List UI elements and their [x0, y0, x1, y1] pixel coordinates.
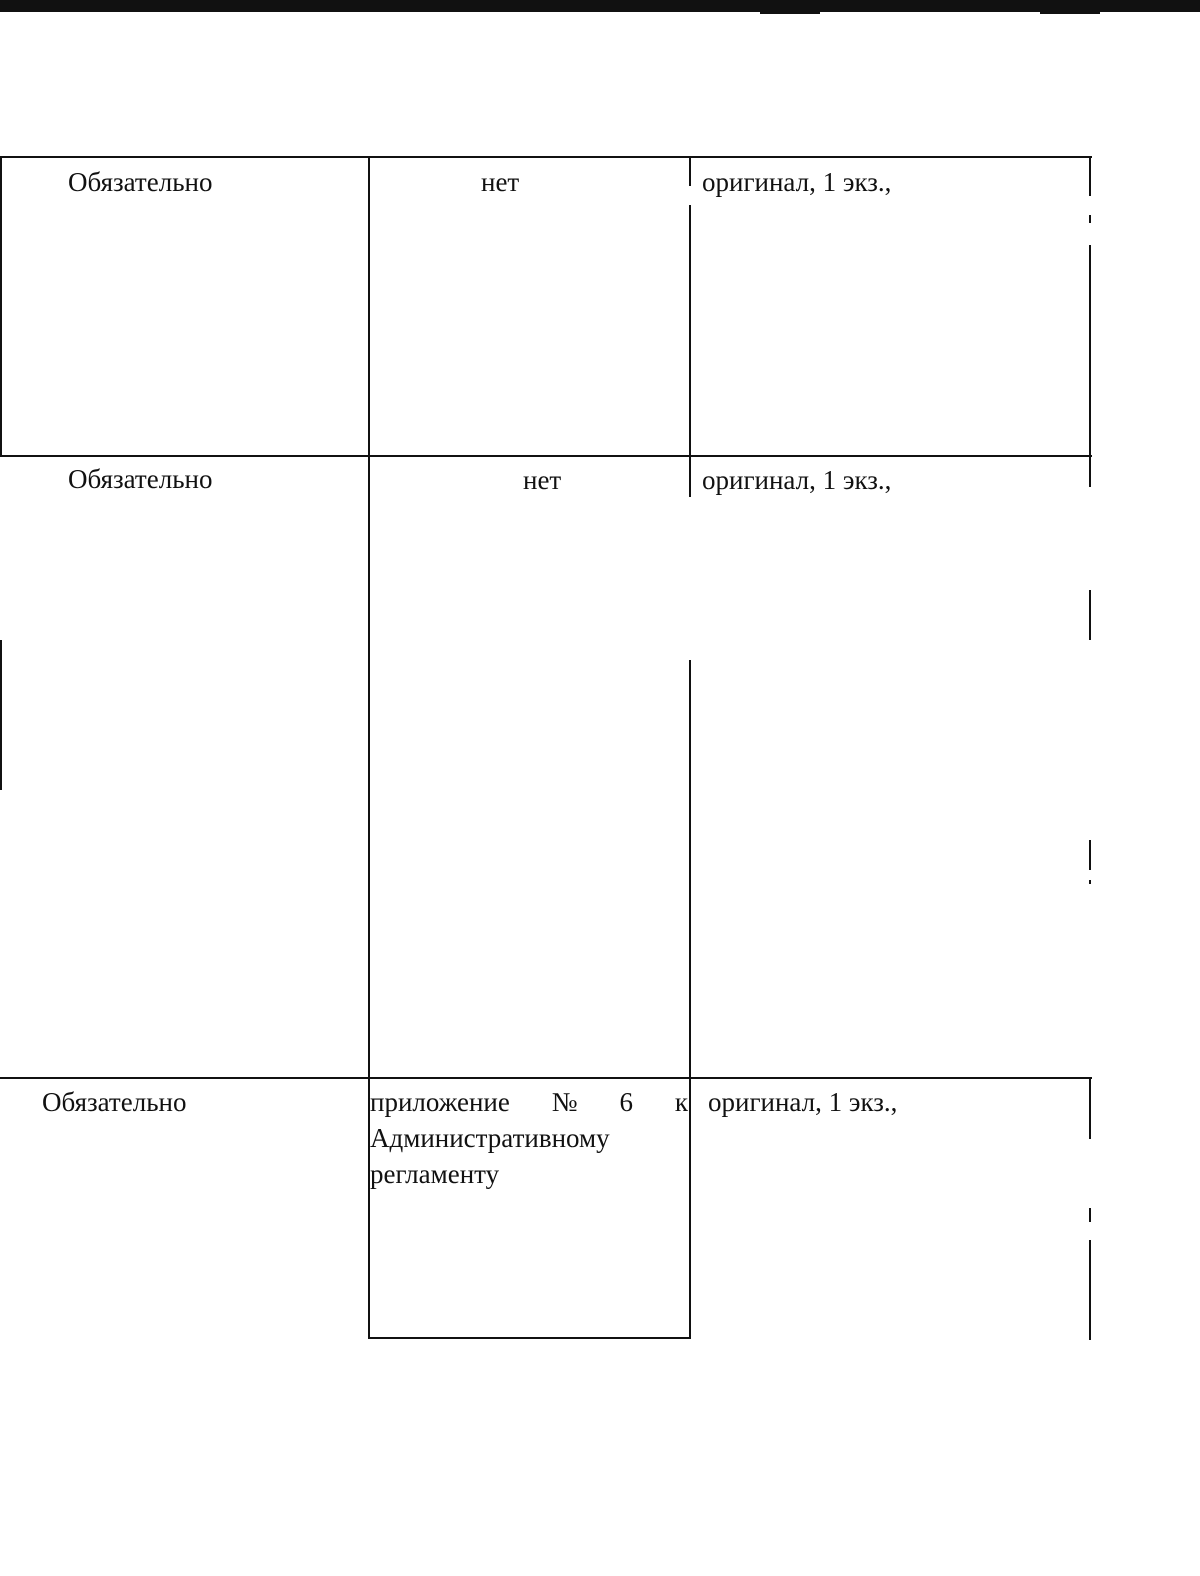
scan-fleck [760, 12, 820, 14]
row-3-form-word: № [551, 1087, 578, 1117]
row-3-form-word: 6 [619, 1087, 633, 1117]
row-2-requirement: Обязательно [68, 464, 213, 494]
table-right-border [1089, 215, 1091, 223]
row-1-copies: оригинал, 1 экз., [702, 167, 892, 197]
row-3-form-word: к [674, 1087, 688, 1117]
row-3-copies: оригинал, 1 экз., [708, 1087, 898, 1117]
row-divider-2 [0, 1077, 1092, 1079]
column-divider-2 [689, 1079, 691, 1339]
table-right-border [1089, 590, 1091, 640]
table-left-border [0, 156, 2, 457]
column-divider-2 [689, 205, 691, 457]
row-3-middle-bottom-border [368, 1337, 691, 1339]
row-1-requirement: Обязательно [68, 167, 213, 197]
row-divider-1 [0, 455, 1092, 457]
scan-mark [0, 640, 2, 790]
row-2-copies: оригинал, 1 экз., [702, 465, 892, 495]
scan-fleck [1040, 12, 1100, 14]
row-3-form-line-2: Административному [370, 1123, 610, 1153]
row-1-form: нет [481, 167, 520, 197]
table-top-border [0, 156, 1092, 158]
row-2-form: нет [523, 465, 562, 495]
table-right-border [1089, 245, 1091, 457]
table-right-border [1089, 880, 1091, 884]
table-right-border [1089, 1240, 1091, 1340]
row-3-requirement: Обязательно [42, 1087, 187, 1117]
table-right-border [1089, 1208, 1091, 1222]
table-right-border [1089, 156, 1091, 196]
table-right-border [1089, 1079, 1091, 1139]
table-right-border [1089, 840, 1091, 870]
row-3-form-word: приложение [370, 1087, 510, 1117]
row-3-form-line-1 [370, 1084, 688, 1120]
table-right-border [1089, 457, 1091, 487]
row-3-form-line-3: регламенту [370, 1159, 500, 1189]
column-divider-2 [689, 457, 691, 497]
column-divider-2 [689, 660, 691, 1080]
scan-top-bar [0, 0, 1200, 12]
row-3-form [370, 1084, 688, 1192]
column-divider-2 [689, 156, 691, 186]
